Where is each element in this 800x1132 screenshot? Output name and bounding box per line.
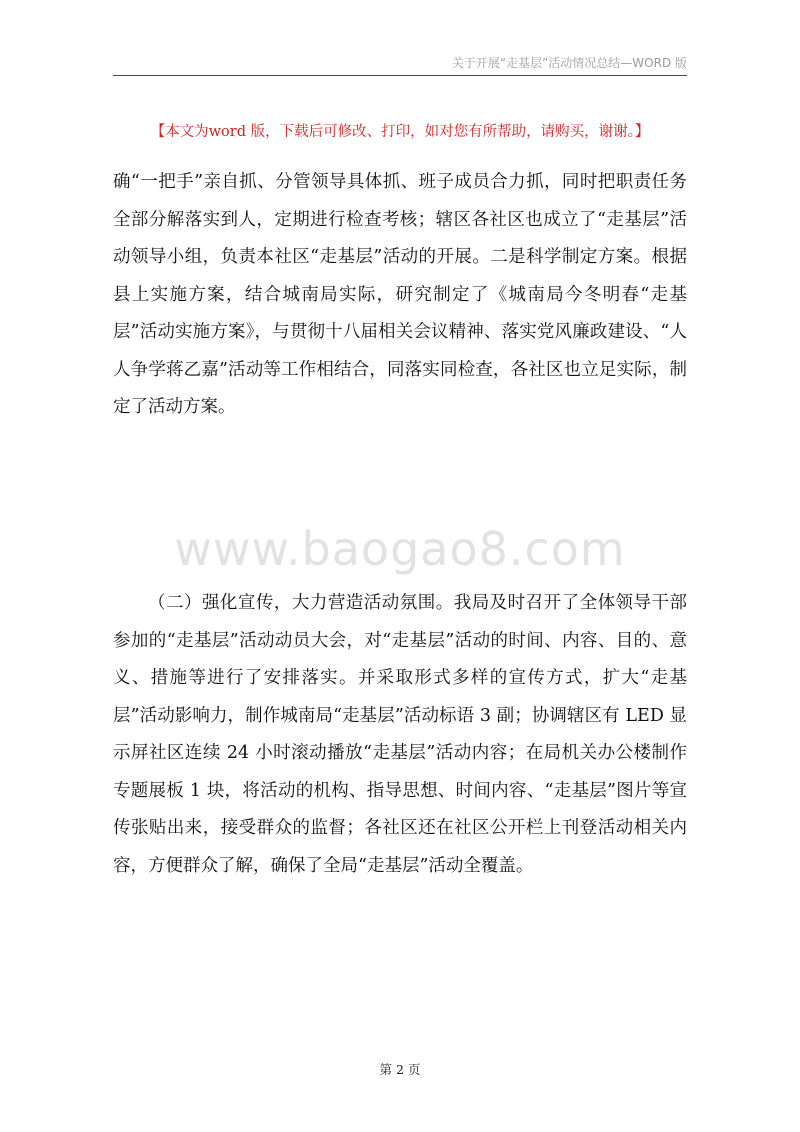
page-number: 第 2 页 (379, 1062, 421, 1077)
paragraph-1: 确“一把手”亲自抓、分管领导具体抓、班子成员合力抓，同时把职责任务全部分解落实到人，定期进行检查考核；辖区各社区也成立了“走基层”活动领导小组，负责本社区“走基层”活动的开展。二是科学制定方案。根据县上实施方案，结合城南局实际，研究制定了《城南局今冬明春“走基层”活动实施方案》，与贯彻十八届相关会议精神、落实党风廉政建设、“人人争学蒋乙嘉”活动等工作相结合，同落实同检查，各社区也立足实际，制定了活动方案。 (113, 172, 687, 417)
header-divider (113, 75, 687, 76)
download-notice: 【本文为word 版，下载后可修改、打印，如对您有所帮助，请购买，谢谢。】 (150, 124, 650, 140)
paragraph-2: （二）强化宣传，大力营造活动氛围。我局及时召开了全体领导干部参加的“走基层”活动动员大会，对“走基层”活动的时间、内容、目的、意义、措施等进行了安排落实。并采取形式多样的宣传方式，扩大“走基层”活动影响力，制作城南局“走基层”活动标语 3 副；协调辖区有 LED 显示屏社区连续 24 小时滚动播放“走基层”活动内容；在局机关办公楼制作专题展板 1 块，将活动的机构、指导思想、时间内容、“走基层”图片等宣传张贴出来，接受群众的监督；各社区还在社区公开栏上刊登活动相关内容，方便群众了解，确保了全局“走基层”活动全覆盖。 (113, 593, 687, 876)
header-title: 关于开展“走基层”活动情况总结—WORD 版 (451, 56, 687, 70)
watermark: www.baogao8.com (174, 522, 626, 576)
